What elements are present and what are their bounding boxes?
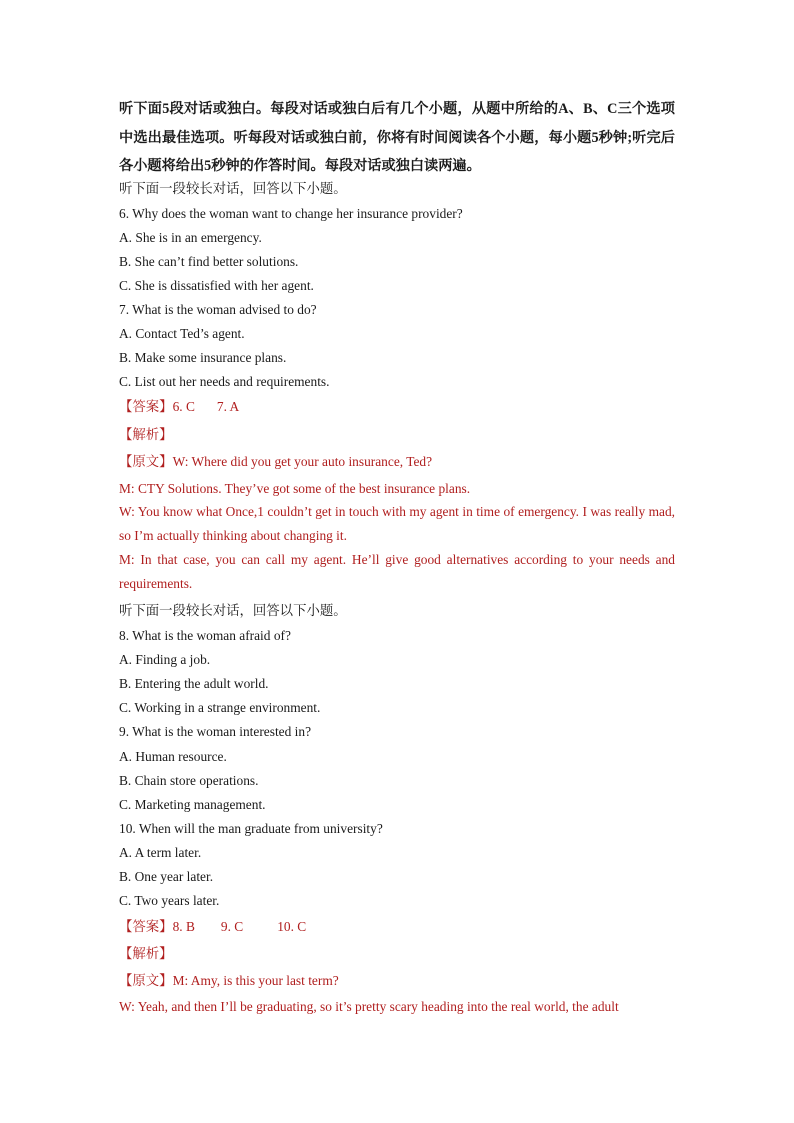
option-7c: C. List out her needs and requirements.: [119, 374, 330, 389]
answer-tag: 【答案】: [119, 919, 173, 934]
transcript-line-4: M: In that case, you can call my agent. He’ll give good alternatives according to your needs and requirements.: [119, 552, 675, 591]
transcript-line-1: [119, 453, 432, 471]
option-6b: B. She can’t find better solutions.: [119, 254, 299, 269]
option-8c: C. Working in a strange environment.: [119, 700, 321, 715]
option-7b: B. Make some insurance plans.: [119, 350, 287, 365]
answer-line: [119, 398, 239, 416]
option-8a: A. Finding a job.: [119, 652, 211, 667]
analysis-tag: [119, 426, 173, 444]
answer-9: 9. C: [220, 919, 244, 934]
question-6: 6. Why does the woman want to change her insurance provider?: [119, 206, 463, 221]
transcript-line-3: W: You know what Once,1 couldn’t get in touch with my agent in time of emergency. I was really mad, so I’m actually thinking about changing it.: [119, 504, 675, 543]
option-10b: B. One year later.: [119, 869, 214, 884]
original-tag: 【原文】: [119, 454, 173, 469]
answer-7: 7. A: [216, 399, 240, 414]
option-8b: B. Entering the adult world.: [119, 676, 269, 691]
option-9a: A. Human resource.: [119, 749, 227, 764]
analysis-tag: [119, 945, 173, 963]
answer-line: [119, 918, 306, 936]
transcript-text: W: Where did you get your auto insurance, Ted?: [172, 454, 433, 469]
option-7a: A. Contact Ted’s agent.: [119, 326, 245, 341]
question-10: 10. When will the man graduate from university?: [119, 821, 383, 836]
question-9: 9. What is the woman interested in?: [119, 724, 312, 739]
transcript-line-2: W: Yeah, and then I’ll be graduating, so it’s pretty scary heading into the real world, the adult: [119, 999, 619, 1014]
option-9b: B. Chain store operations.: [119, 773, 259, 788]
section-heading: 听下面一段较长对话，回答以下小题。: [119, 603, 347, 618]
transcript-text: M: Amy, is this your last term?: [172, 973, 339, 988]
instructions: 听下面5段对话或独白。每段对话或独白后有几个小题，从题中所给的A、B、C三个选项中选出最佳选项。听每段对话或独白前，你将有时间阅读各个小题，每小题5秒钟;听完后各小题将给出5秒钟的作答时间。每段对话或独白读两遍。: [119, 101, 675, 174]
answer-tag: 【答案】: [119, 399, 173, 414]
question-7: 7. What is the woman advised to do?: [119, 302, 317, 317]
answer-8: 8. B: [172, 919, 195, 934]
transcript-line-1: [119, 972, 339, 990]
option-6c: C. She is dissatisfied with her agent.: [119, 278, 314, 293]
analysis-label: 【解析】: [119, 946, 173, 961]
option-10a: A. A term later.: [119, 845, 202, 860]
option-10c: C. Two years later.: [119, 893, 220, 908]
section-heading: 听下面一段较长对话，回答以下小题。: [119, 181, 347, 196]
original-tag: 【原文】: [119, 973, 173, 988]
option-6a: A. She is in an emergency.: [119, 230, 262, 245]
analysis-label: 【解析】: [119, 427, 173, 442]
transcript-line-2: M: CTY Solutions. They’ve got some of the best insurance plans.: [119, 481, 471, 496]
answer-6: 6. C: [172, 399, 195, 414]
question-8: 8. What is the woman afraid of?: [119, 628, 291, 643]
option-9c: C. Marketing management.: [119, 797, 266, 812]
answer-10: 10. C: [277, 919, 307, 934]
